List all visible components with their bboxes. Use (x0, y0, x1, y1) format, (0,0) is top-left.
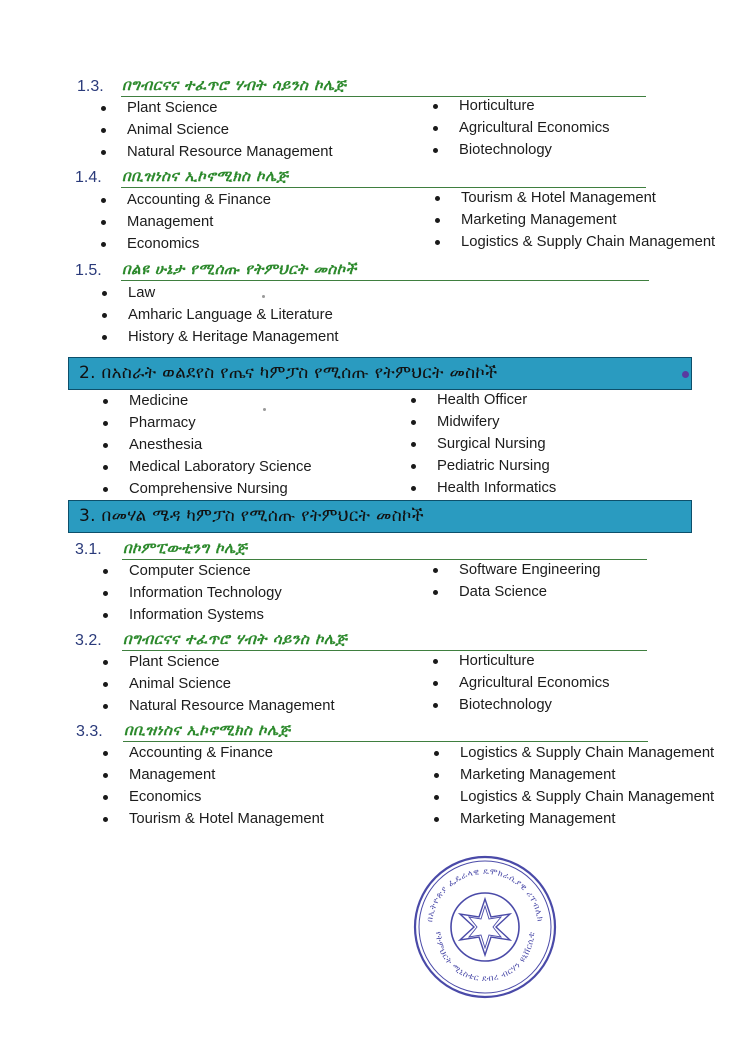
list-item: Accounting & Finance (98, 189, 271, 211)
list-item: Agricultural Economics (430, 672, 610, 694)
program-list-2-left (100, 390, 312, 500)
list-item: Tourism & Hotel Management (100, 808, 324, 830)
list-item: Management (100, 764, 324, 786)
section-1-3-heading (77, 73, 647, 97)
program-list-3-2-left (100, 651, 335, 717)
list-item: Logistics & Supply Chain Management (432, 231, 715, 253)
list-item: Midwifery (408, 411, 556, 433)
official-seal-stamp (410, 852, 560, 1002)
program-list-1-3-left (98, 97, 333, 163)
list-item: Agricultural Economics (430, 117, 610, 139)
list-item: Natural Resource Management (100, 695, 335, 717)
list-item: Software Engineering (430, 559, 600, 581)
section-3-banner (68, 500, 692, 533)
program-list-1-4-right (432, 187, 715, 253)
list-item: Logistics & Supply Chain Management (431, 742, 714, 764)
program-list-3-1-left (100, 560, 282, 626)
program-list-3-1-right (430, 559, 600, 603)
program-list-1-3-right (430, 95, 610, 161)
list-item: Information Technology (100, 582, 282, 604)
list-item: Comprehensive Nursing (100, 478, 312, 500)
title-underline (121, 280, 649, 282)
program-list-2-right (408, 389, 556, 499)
list-item: Marketing Management (432, 209, 715, 231)
section-2-title: 2. በአስራት ወልደየስ የጤና ካምፓስ የሚሰጡ የትምህርት መስኮች (79, 363, 498, 383)
list-item: Medicine (100, 390, 312, 412)
section-number: 3.1. (75, 541, 102, 558)
section-title: በግብርናና ተፈጥሮ ሃብት ሳይንስ ኮሌጅ (122, 76, 347, 94)
list-item: Surgical Nursing (408, 433, 556, 455)
list-item: Medical Laboratory Science (100, 456, 312, 478)
list-item: Biotechnology (430, 139, 610, 161)
list-item: Horticulture (430, 650, 610, 672)
list-item: Logistics & Supply Chain Management (431, 786, 714, 808)
scan-speck (682, 371, 689, 378)
list-item: History & Heritage Management (99, 326, 339, 348)
section-3-title: 3. በመሃል ሜዳ ካምፓስ የሚሰጡ የትምህርት መስኮች (79, 506, 424, 526)
list-item: Management (98, 211, 271, 233)
list-item: Computer Science (100, 560, 282, 582)
list-item: Plant Science (100, 651, 335, 673)
list-item: Information Systems (100, 604, 282, 626)
list-item: Accounting & Finance (100, 742, 324, 764)
program-list-3-2-right (430, 650, 610, 716)
list-item: Data Science (430, 581, 600, 603)
section-1-5-heading (75, 257, 650, 281)
list-item: Biotechnology (430, 694, 610, 716)
section-3-3-heading (76, 718, 651, 742)
list-item: Pediatric Nursing (408, 455, 556, 477)
scan-speck (263, 408, 266, 411)
section-number: 3.2. (75, 632, 102, 649)
list-item: Natural Resource Management (98, 141, 333, 163)
section-title: በቢዝነስና ኢኮኖሚክስ ኮሌጅ (124, 721, 291, 739)
list-item: Pharmacy (100, 412, 312, 434)
list-item: Economics (100, 786, 324, 808)
svg-text:በኢትዮጵያ ፌዴራላዊ ዴሞክራሲያዊ ሪፐብሊክ (424, 866, 546, 923)
section-3-2-heading (75, 627, 650, 651)
list-item: Health Informatics (408, 477, 556, 499)
list-item: Plant Science (98, 97, 333, 119)
section-3-1-heading (75, 536, 650, 560)
section-title: በቢዝነስና ኢኮኖሚክስ ኮሌጅ (122, 167, 289, 185)
seal-bottom-text: የትምህርት ሚኒስቴር ደብረ ብርሃን ዩኒቨርሲቲ (433, 931, 537, 984)
section-title: በልዩ ሁኔታ የሚሰጡ የትምህርት መስኮች (122, 260, 357, 278)
section-number: 1.4. (75, 169, 102, 186)
section-title: በኮምፒውቲንግ ኮሌጅ (123, 539, 248, 557)
section-number: 1.5. (75, 262, 102, 279)
section-number: 1.3. (77, 78, 104, 95)
list-item: Horticulture (430, 95, 610, 117)
list-item: Amharic Language & Literature (99, 304, 339, 326)
program-list-1-4-left (98, 189, 271, 255)
list-item: Anesthesia (100, 434, 312, 456)
section-1-4-heading (75, 164, 645, 188)
seal-top-text: በኢትዮጵያ ፌዴራላዊ ዴሞክራሲያዊ ሪፐብሊክ (424, 865, 546, 923)
section-2-banner (68, 357, 692, 390)
scan-speck (262, 295, 265, 298)
list-item: Animal Science (98, 119, 333, 141)
list-item: Law (99, 282, 339, 304)
list-item: Marketing Management (431, 764, 714, 786)
section-title: በግብርናና ተፈጥሮ ሃብት ሳይንስ ኮሌጅ (123, 630, 348, 648)
list-item: Health Officer (408, 389, 556, 411)
program-list-1-5 (99, 282, 339, 348)
section-number: 3.3. (76, 723, 103, 740)
list-item: Tourism & Hotel Management (432, 187, 715, 209)
program-list-3-3-left (100, 742, 324, 830)
list-item: Marketing Management (431, 808, 714, 830)
list-item: Economics (98, 233, 271, 255)
program-list-3-3-right (431, 742, 714, 830)
list-item: Animal Science (100, 673, 335, 695)
